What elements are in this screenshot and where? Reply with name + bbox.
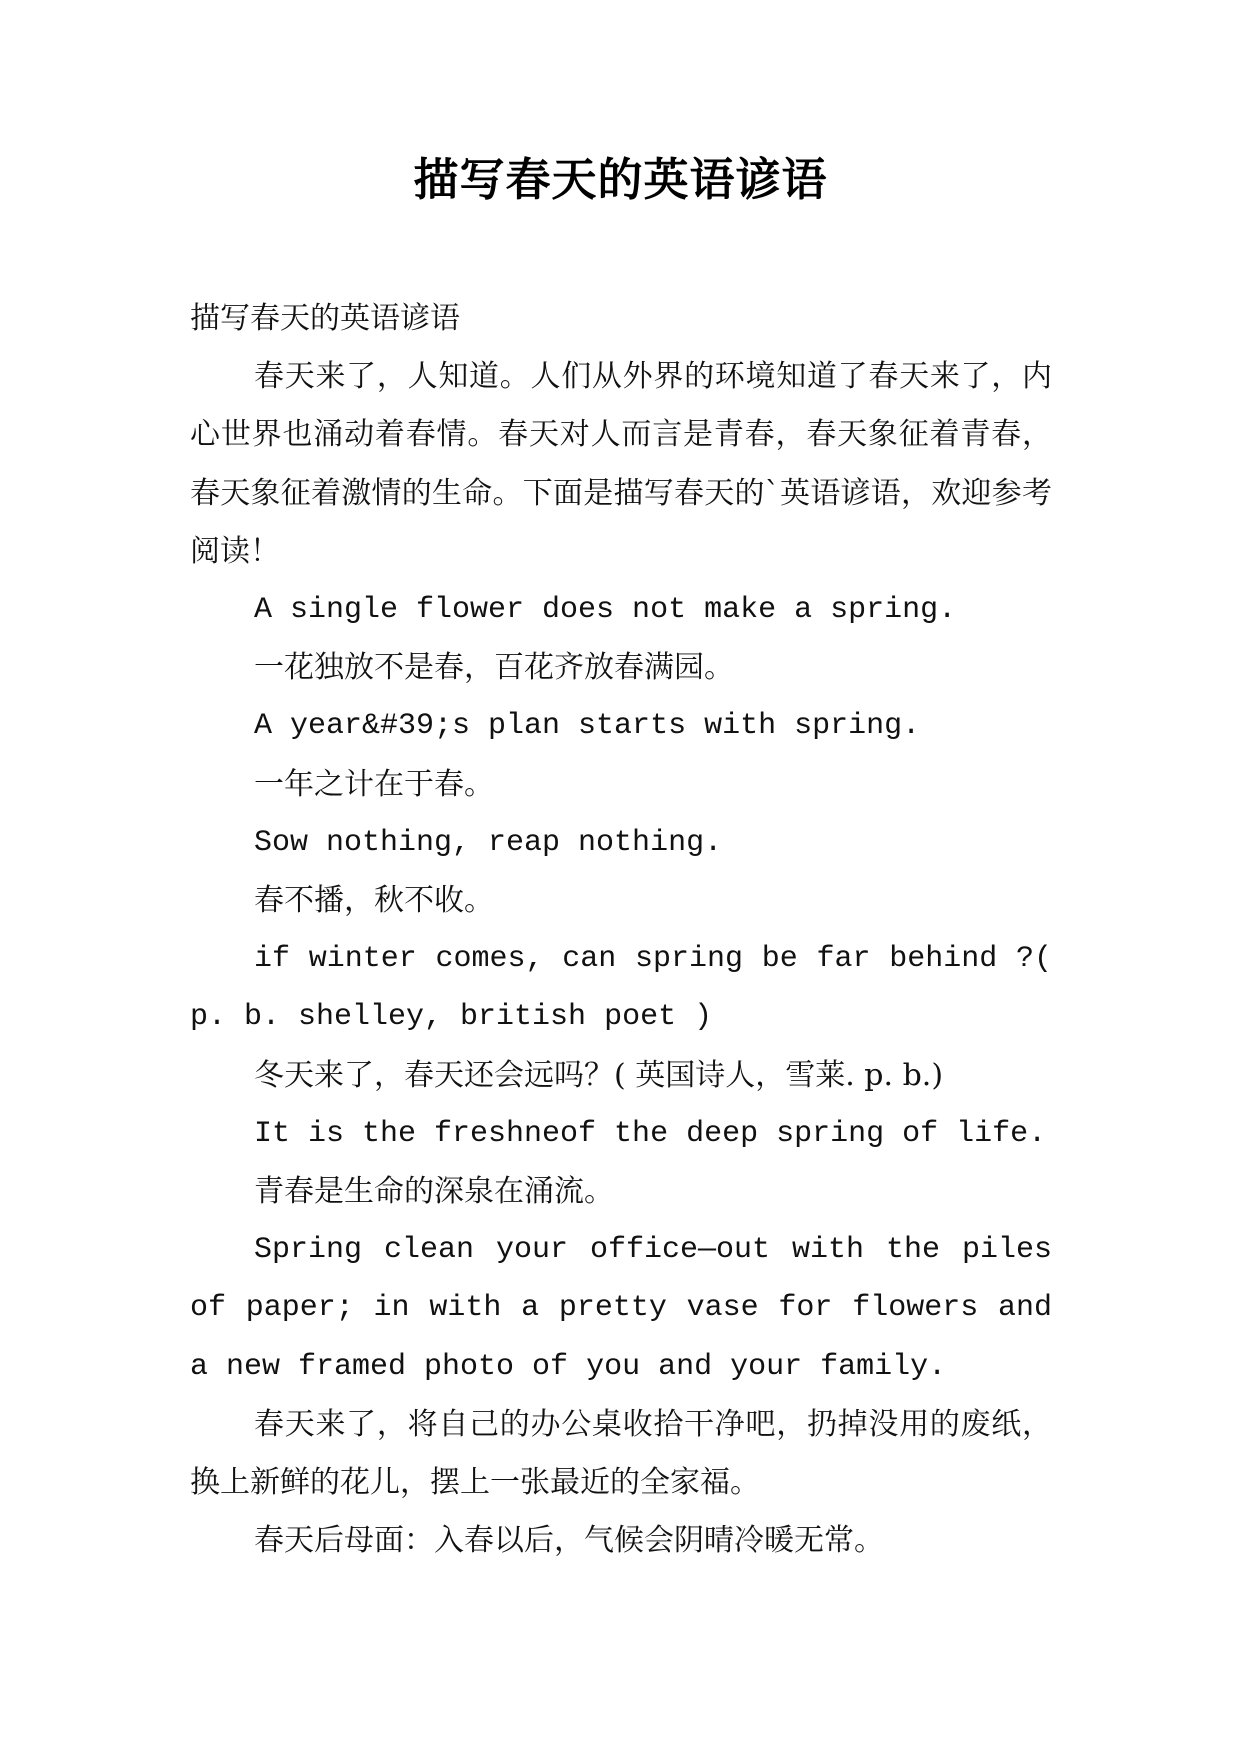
paragraph: 春天来了，人知道。人们从外界的环境知道了春天来了，内心世界也涌动着春情。春天对人而言是青春，春天象征着青春，春天象征着激情的生命。下面是描写春天的`英语谚语，欢迎参考阅读！ — [190, 359, 1052, 569]
paragraph: 冬天来了，春天还会远吗？( 英国诗人，雪莱. p. b.) — [254, 1057, 944, 1093]
paragraph: if winter comes, can spring be far behind ?( p. b. shelley, british poet ) — [190, 942, 1052, 1035]
paragraph: Spring clean your office—out with the piles of paper; in with a pretty vase for flowers and a new framed photo of you and your family. — [190, 1233, 1052, 1384]
paragraph: A single flower does not make a spring. — [254, 593, 957, 628]
paragraph: 一年之计在于春。 — [254, 766, 494, 802]
paragraph: It is the freshneof the deep spring of life. — [254, 1116, 1047, 1151]
document-body — [190, 290, 1052, 1570]
paragraph: 春天来了，将自己的办公桌收拾干净吧，扔掉没用的废纸，换上新鲜的花儿，摆上一张最近的全家福。 — [190, 1406, 1052, 1501]
document-subtitle: 描写春天的英语谚语 — [190, 301, 460, 336]
paragraph: 春天后母面：入春以后，气候会阴晴冷暖无常。 — [254, 1523, 884, 1559]
paragraph: 青春是生命的深泉在涌流。 — [254, 1174, 614, 1210]
paragraph: Sow nothing, reap nothing. — [254, 825, 723, 860]
paragraph: 春不播，秋不收。 — [254, 883, 494, 919]
paragraph: A year&#39;s plan starts with spring. — [254, 709, 921, 744]
document-title: 描写春天的英语谚语 — [413, 153, 828, 206]
paragraph: 一花独放不是春，百花齐放春满园。 — [254, 650, 734, 686]
